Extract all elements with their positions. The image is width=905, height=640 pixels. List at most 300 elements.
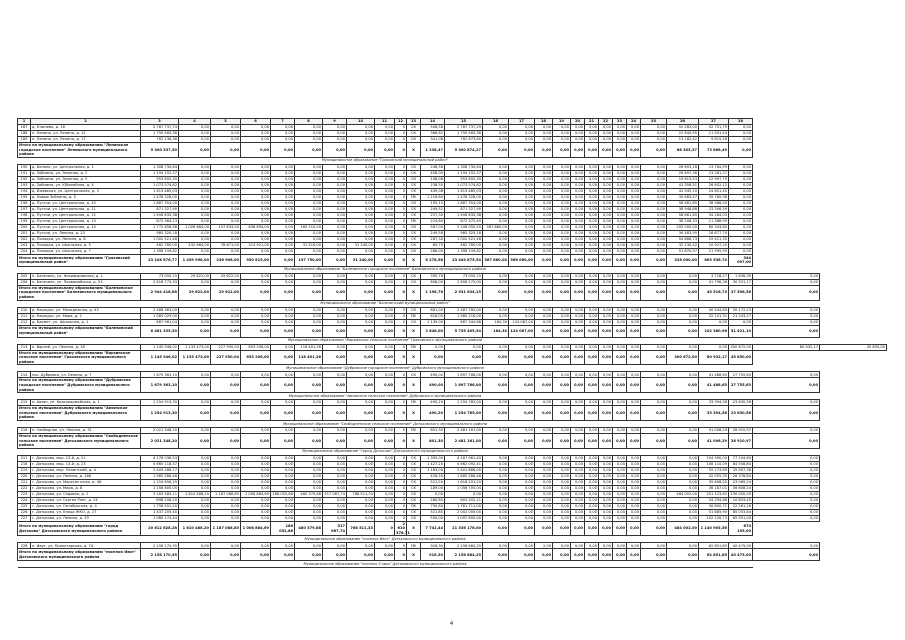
table-cell: 0,00 xyxy=(271,400,295,406)
table-cell: 0,00 xyxy=(179,170,211,176)
table-cell: 0,00 xyxy=(599,344,613,350)
table-cell: ПК xyxy=(407,344,421,350)
table-body xyxy=(18,119,887,568)
table-cell: 0,00 xyxy=(571,473,585,479)
subtotal-cell: 480 379,88 xyxy=(295,521,323,536)
table-cell: 77 104,64 xyxy=(729,455,753,461)
table-cell: 0,00 xyxy=(641,194,667,200)
column-number: 15 xyxy=(445,119,483,125)
table-cell: 0,00 xyxy=(627,372,641,378)
table-cell: 0,00 xyxy=(571,194,585,200)
table-cell: 0,00 xyxy=(241,200,271,206)
table-cell: 0,00 xyxy=(571,344,585,350)
subtotal-cell: 1 238,47 xyxy=(421,143,445,158)
column-number: 27 xyxy=(699,119,729,125)
table-cell: 0,00 xyxy=(483,182,509,188)
subtotal-cell: 2 158 884,25 xyxy=(445,549,483,561)
table-cell: 0,00 xyxy=(571,248,585,254)
table-cell: 0,00 xyxy=(241,479,271,485)
table-cell: 0,00 xyxy=(729,236,753,242)
table-cell: 0 xyxy=(395,176,407,182)
table-cell: 0,00 xyxy=(295,200,323,206)
table-cell: 0 xyxy=(395,218,407,224)
subtotal-cell: 0,00 xyxy=(179,549,211,561)
table-cell: 0,00 xyxy=(641,491,667,497)
address-cell: г. Дятьково, мкр. 13-й, д. 21 xyxy=(31,455,141,461)
table-cell: 41 798,36 xyxy=(699,279,729,285)
subtotal-cell: 0,00 xyxy=(753,378,820,393)
table-cell: 618,00 xyxy=(421,313,445,319)
table-cell: 0,00 xyxy=(553,279,571,285)
table-cell: 0,00 xyxy=(571,230,585,236)
subtotal-cell: 0,00 xyxy=(641,350,667,365)
subtotal-cell: 0,00 xyxy=(211,143,241,158)
subtotal-cell: 670 195,00 xyxy=(729,521,753,536)
subtotal-cell: 0,00 xyxy=(323,549,347,561)
table-cell: 0,00 xyxy=(483,400,509,406)
table-cell: 0,00 xyxy=(571,503,585,509)
subtotal-cell: 768 511,33 xyxy=(347,521,375,536)
table-cell: 0,00 xyxy=(483,491,509,497)
table-cell: 0,00 xyxy=(375,218,395,224)
address-cell: д. Зобнины, ул. Зеленая, д. 2 xyxy=(31,170,141,176)
subtotal-cell: 0,00 xyxy=(613,254,627,266)
table-cell: 40 544,60 xyxy=(699,307,729,313)
table-cell: 0,00 xyxy=(211,503,241,509)
table-cell: 58 681,85 xyxy=(667,200,699,206)
subtotal-cell: 2 158 170,35 xyxy=(141,549,179,561)
table-cell: 0 xyxy=(395,400,407,406)
table-cell: 0,00 xyxy=(627,125,641,131)
subtotal-cell: 0,00 xyxy=(211,325,241,337)
table-cell: 0,00 xyxy=(211,125,241,131)
table-cell: 0 xyxy=(395,188,407,194)
table-cell: 480 379,88 xyxy=(295,491,323,497)
table-cell: 0,00 xyxy=(641,164,667,170)
table-cell: 0,00 xyxy=(535,279,553,285)
table-cell: 0,00 xyxy=(375,319,395,325)
table-cell: 0,00 xyxy=(667,313,699,319)
table-cell: 0,00 xyxy=(295,218,323,224)
row-number: 199 xyxy=(18,218,31,224)
subtotal-cell: 0,00 xyxy=(295,285,323,300)
table-cell: 0,00 xyxy=(667,427,699,433)
table-cell: 0,00 xyxy=(627,455,641,461)
row-number: 203 xyxy=(18,242,31,248)
table-cell: 0,00 xyxy=(599,230,613,236)
table-cell: 0,00 xyxy=(641,485,667,491)
table-cell: СК xyxy=(407,248,421,254)
table-cell: СК xyxy=(407,509,421,515)
row-number: 188 xyxy=(18,131,31,137)
table-cell: 0 xyxy=(395,182,407,188)
table-cell: 0,00 xyxy=(627,230,641,236)
subtotal-cell: 0,00 xyxy=(211,433,241,448)
table-cell: 0,00 xyxy=(179,164,211,170)
subtotal-cell: 0,00 xyxy=(375,406,395,421)
subtotal-cell: X xyxy=(407,433,421,448)
table-cell: 0,00 xyxy=(753,485,820,491)
table-cell: 0,00 xyxy=(211,137,241,143)
table-cell: 0,00 xyxy=(753,515,820,521)
table-cell: 0,00 xyxy=(179,543,211,549)
table-cell: 808,00 xyxy=(421,279,445,285)
table-cell: 0,00 xyxy=(241,212,271,218)
table-cell: 0,00 xyxy=(599,273,613,279)
row-number: 216 xyxy=(18,427,31,433)
table-cell: 0,00 xyxy=(641,188,667,194)
table-cell: 0,00 xyxy=(483,218,509,224)
table-cell: 0,00 xyxy=(627,206,641,212)
table-cell: СК xyxy=(407,491,421,497)
table-cell: 432 664,00 xyxy=(179,242,211,248)
table-cell: 0,00 xyxy=(509,461,535,467)
subtotal-cell: 21 336 178,00 xyxy=(445,521,483,536)
table-cell: СК xyxy=(407,485,421,491)
table-cell: 0,00 xyxy=(179,455,211,461)
table-cell: 60 343,60 xyxy=(699,224,729,230)
table-cell: 0,00 xyxy=(729,137,753,143)
table-cell: 0,00 xyxy=(509,543,535,549)
table-cell: 0,00 xyxy=(375,509,395,515)
table-cell: 0,00 xyxy=(613,400,627,406)
subtotal-cell: 0,00 xyxy=(509,143,535,158)
table-cell: 918,30 xyxy=(421,543,445,549)
table-cell: 0,00 xyxy=(585,455,599,461)
subtotal-cell: 863 536,74 xyxy=(699,254,729,266)
subtotal-label: Итого по муниципальному образованию "Варзинское сельское поселение" Граховского муниципального района xyxy=(18,350,141,365)
subtotal-cell: 0,00 xyxy=(627,433,641,448)
table-cell: 0,00 xyxy=(613,509,627,515)
table-cell: 0,00 xyxy=(599,372,613,378)
table-cell: 0,00 xyxy=(271,319,295,325)
table-cell: 0,00 xyxy=(641,497,667,503)
table-cell: 73 059,15 xyxy=(445,273,483,279)
table-cell: 0,00 xyxy=(347,497,375,503)
table-cell: 0,00 xyxy=(509,188,535,194)
table-cell: 0,00 xyxy=(295,543,323,549)
table-cell: 0,00 xyxy=(375,125,395,131)
table-cell: 2 481 161,00 xyxy=(445,427,483,433)
subtotal-cell: 0,00 xyxy=(375,549,395,561)
table-cell: 227 950,04 xyxy=(211,344,241,350)
subtotal-cell: 0,00 xyxy=(375,378,395,393)
subtotal-cell: 0,00 xyxy=(599,406,613,421)
subtotal-label: Итого по муниципальному образованию "Свободненское сельское поселение" Дятьковского муниципального района xyxy=(18,433,141,448)
table-cell: 0,00 xyxy=(753,497,820,503)
subtotal-cell: 0,00 xyxy=(535,325,553,337)
column-number: 21 xyxy=(585,119,599,125)
subtotal-cell: 0,00 xyxy=(295,406,323,421)
table-cell: 0,00 xyxy=(613,230,627,236)
table-cell: 38 208,33 xyxy=(667,218,699,224)
table-cell: 0,00 xyxy=(753,400,820,406)
table-cell: 0,00 xyxy=(509,515,535,521)
table-cell: 0,00 xyxy=(375,400,395,406)
table-cell: 0,00 xyxy=(323,170,347,176)
table-cell: 0,00 xyxy=(509,491,535,497)
table-cell: 0,00 xyxy=(295,236,323,242)
page-number: 4 xyxy=(450,621,454,627)
table-cell: 4 176 036,53 xyxy=(141,455,179,461)
table-cell: 0,00 xyxy=(241,170,271,176)
table-cell: 0,00 xyxy=(667,509,699,515)
subtotal-cell: 0,00 xyxy=(571,521,585,536)
table-cell: 0,00 xyxy=(641,279,667,285)
subtotal-row xyxy=(18,521,887,536)
table-cell: 872 372,40 xyxy=(445,218,483,224)
subtotal-cell: 0,00 xyxy=(323,378,347,393)
table-cell: 0,00 xyxy=(509,125,535,131)
table-cell: 0,00 xyxy=(571,543,585,549)
subtotal-cell: 0,00 xyxy=(241,433,271,448)
table-cell: 0,00 xyxy=(553,182,571,188)
table-cell: 0,00 xyxy=(241,485,271,491)
table-cell: 0,00 xyxy=(347,131,375,137)
address-cell: п. Варзей, ул. Ленина, д. 18 xyxy=(31,344,141,350)
address-cell: д. Пугачи, ул. Центральная, д. 12 xyxy=(31,212,141,218)
subtotal-cell: 0,00 xyxy=(553,325,571,337)
table-cell: 0,00 xyxy=(509,479,535,485)
table-cell: 0,00 xyxy=(323,194,347,200)
table-cell: 985 320,18 xyxy=(141,230,179,236)
table-cell: 0,00 xyxy=(241,497,271,503)
table-cell: 0,00 xyxy=(271,485,295,491)
table-cell: 0 xyxy=(395,236,407,242)
table-cell: 0,00 xyxy=(509,170,535,176)
table-cell: 4 662 092,41 xyxy=(445,461,483,467)
table-cell: 32 101,31 xyxy=(699,313,729,319)
address-cell: д. Поладки, ул. Школьная, д. 7 xyxy=(31,248,141,254)
table-cell: СК xyxy=(407,131,421,137)
subtotal-cell: 0,00 xyxy=(271,254,295,266)
table-cell: 0,00 xyxy=(535,344,553,350)
table-cell: 0,00 xyxy=(323,230,347,236)
subtotal-cell: 0,00 xyxy=(347,406,375,421)
subtotal-cell: 20 612 628,28 xyxy=(141,521,179,536)
table-cell: 0,00 xyxy=(509,194,535,200)
table-cell: 0,00 xyxy=(323,218,347,224)
address-cell: г. Дятьково, ул. Октябрьская, д. 4 xyxy=(31,503,141,509)
table-cell: 0 xyxy=(395,455,407,461)
subtotal-cell: 0,00 xyxy=(535,378,553,393)
table-cell: 0,00 xyxy=(241,279,271,285)
subtotal-cell: 0,00 xyxy=(641,433,667,448)
table-cell: 0,00 xyxy=(613,307,627,313)
table-cell: 0,00 xyxy=(445,344,483,350)
table-cell: 0,00 xyxy=(323,137,347,143)
table-cell: 0,00 xyxy=(627,473,641,479)
section-heading: Муниципальное образование "Балезинский муниципальный район" xyxy=(18,300,753,307)
subtotal-cell: 227 950,04 xyxy=(211,350,241,365)
table-cell: 0,00 xyxy=(535,515,553,521)
table-cell: 0,00 xyxy=(295,164,323,170)
table-cell: 0,00 xyxy=(729,230,753,236)
table-cell: 0,00 xyxy=(667,372,699,378)
table-cell: 0,00 xyxy=(613,224,627,230)
table-cell: 0,00 xyxy=(347,170,375,176)
table-cell: 0,00 xyxy=(375,467,395,473)
table-cell: 1 158 805,05 xyxy=(141,485,179,491)
subtotal-cell: 0,00 xyxy=(753,325,820,337)
subtotal-cell: 5 755 405,54 xyxy=(445,325,483,337)
table-cell: 0,00 xyxy=(599,242,613,248)
table-cell: 0,00 xyxy=(627,497,641,503)
subtotal-cell: 1 679 363,10 xyxy=(141,378,179,393)
subtotal-cell: 0,00 xyxy=(599,254,613,266)
table-cell: 0,00 xyxy=(535,248,553,254)
subtotal-cell: 1 140 905,56 xyxy=(699,521,729,536)
table-cell: 0,00 xyxy=(571,242,585,248)
table-cell: 29 622,00 xyxy=(179,273,211,279)
table-cell: 0,00 xyxy=(483,131,509,137)
table-cell: 0,00 xyxy=(271,248,295,254)
register-table-sheet xyxy=(17,118,887,596)
table-cell: 0,00 xyxy=(641,248,667,254)
subtotal-cell: 0,00 xyxy=(553,285,571,300)
table-cell: 367 860,00 xyxy=(483,224,509,230)
table-cell: 1 002 521,46 xyxy=(445,236,483,242)
subtotal-cell: 0,00 xyxy=(599,433,613,448)
table-cell: 0,00 xyxy=(323,248,347,254)
table-cell: 84 558,84 xyxy=(729,461,753,467)
table-cell: 2 021 348,20 xyxy=(141,427,179,433)
table-cell: 0,00 xyxy=(585,137,599,143)
table-cell: 62 851,85 xyxy=(699,543,729,549)
table-cell: 0,00 xyxy=(375,212,395,218)
table-cell: 0,00 xyxy=(347,372,375,378)
table-cell: 1 002 521,46 xyxy=(141,236,179,242)
subtotal-cell: 27 755,63 xyxy=(729,378,753,393)
table-cell: 0,00 xyxy=(211,218,241,224)
table-cell: 0,00 xyxy=(295,313,323,319)
table-cell: 0,00 xyxy=(667,515,699,521)
table-cell: 0,00 xyxy=(599,509,613,515)
section-heading-row xyxy=(18,536,887,543)
table-cell: 0,00 xyxy=(641,372,667,378)
table-cell: СК xyxy=(407,224,421,230)
address-cell: д. Бахмет, ул. Школьная, д. 1 xyxy=(31,319,141,325)
table-cell: 2,00 xyxy=(535,543,553,549)
table-cell: 0,00 xyxy=(553,372,571,378)
subtotal-cell: 0,00 xyxy=(347,285,375,300)
table-cell: 0,00 xyxy=(347,248,375,254)
table-cell: 0,00 xyxy=(641,427,667,433)
table-cell: 0,00 xyxy=(553,515,571,521)
table-cell: 0,00 xyxy=(211,485,241,491)
subtotal-label: Итого по муниципальному образованию "Авзянское сельское поселение" Дубровского муниципального района xyxy=(18,406,141,421)
subtotal-cell: 0,00 xyxy=(613,406,627,421)
subtotal-cell: 0,00 xyxy=(375,254,395,266)
subtotal-cell: 51 421,10 xyxy=(729,325,753,337)
table-cell: 0,00 xyxy=(509,313,535,319)
subtotal-cell: 0,00 xyxy=(641,254,667,266)
table-cell: 0,00 xyxy=(323,212,347,218)
table-cell: 0,00 xyxy=(599,131,613,137)
table-cell: 0,00 xyxy=(729,164,753,170)
subtotal-cell: 517 067,74 xyxy=(323,521,347,536)
table-cell: 11 388,99 xyxy=(699,218,729,224)
table-cell: 0,00 xyxy=(375,372,395,378)
table-cell: 26 693,18 xyxy=(667,164,699,170)
subtotal-cell: 0,00 xyxy=(627,549,641,561)
section-heading: Муниципальное образование "Варзинское сельское поселение" Граховского муниципального района xyxy=(18,337,753,344)
row-number: 190 xyxy=(18,164,31,170)
table-cell: 28 376,84 xyxy=(729,473,753,479)
table-cell: 0,00 xyxy=(347,176,375,182)
table-cell: 0,00 xyxy=(295,497,323,503)
table-cell: 0,00 xyxy=(553,503,571,509)
table-cell: 0,00 xyxy=(211,188,241,194)
subtotal-cell: 2 931 634,15 xyxy=(445,285,483,300)
table-cell: 0,00 xyxy=(375,206,395,212)
table-cell: 0,00 xyxy=(553,319,571,325)
table-cell: 0,00 xyxy=(613,218,627,224)
subtotal-cell: 0,00 xyxy=(627,406,641,421)
table-cell: 0,00 xyxy=(509,307,535,313)
table-cell: 0,00 xyxy=(641,212,667,218)
table-cell: 0,00 xyxy=(599,503,613,509)
table-cell: 0,00 xyxy=(641,200,667,206)
table-cell: 0,00 xyxy=(375,503,395,509)
subtotal-cell: 0,00 xyxy=(613,549,627,561)
subtotal-cell: 0,00 xyxy=(599,143,613,158)
table-cell: 0,00 xyxy=(667,307,699,313)
subtotal-cell: 0,00 xyxy=(571,350,585,365)
table-cell: 0,00 xyxy=(571,372,585,378)
table-cell: 1 750 463,38 xyxy=(445,131,483,137)
table-cell: 0,00 xyxy=(295,427,323,433)
table-cell: 0,00 xyxy=(571,467,585,473)
table-cell: 11 501,44 xyxy=(699,131,729,137)
table-cell: 0,00 xyxy=(613,176,627,182)
address-cell: д. Кашкуро, ул. Мира, д. 2 xyxy=(31,313,141,319)
table-cell: 871 327,90 xyxy=(445,206,483,212)
table-cell: 0,00 xyxy=(613,461,627,467)
table-cell: 0,00 xyxy=(553,176,571,182)
table-cell: 0 xyxy=(395,242,407,248)
table-cell: 0,00 xyxy=(241,206,271,212)
table-cell: 1 254 913,30 xyxy=(141,400,179,406)
table-cell: 517 067,74 xyxy=(324,491,345,496)
table-cell: 0,00 xyxy=(667,279,699,285)
table-cell: 0,00 xyxy=(483,509,509,515)
table-cell: 0,00 xyxy=(553,206,571,212)
row-number: 221 xyxy=(18,479,31,485)
table-cell: 0,00 xyxy=(627,224,641,230)
subtotal-cell: 0,00 xyxy=(271,143,295,158)
table-cell: 0,00 xyxy=(599,313,613,319)
table-cell: 0,00 xyxy=(585,503,599,509)
subtotal-cell: 236 906,00 xyxy=(211,254,241,266)
table-cell: 0,00 xyxy=(535,307,553,313)
row-number: 228 xyxy=(18,543,31,549)
subtotal-cell: 0,00 xyxy=(241,406,271,421)
table-cell: 0,00 xyxy=(599,188,613,194)
table-cell: 0,00 xyxy=(271,206,295,212)
column-number: 20 xyxy=(571,119,585,125)
table-cell: СК xyxy=(407,230,421,236)
table-cell: 0,00 xyxy=(179,218,211,224)
table-cell: 801,30 xyxy=(421,427,445,433)
table-cell: 1 139,00 xyxy=(421,319,445,325)
table-cell: 898 106,20 xyxy=(141,497,179,503)
table-cell: 42 005,35 xyxy=(699,473,729,479)
table-cell: 0,00 xyxy=(627,485,641,491)
table-cell: 449,08 xyxy=(421,188,445,194)
table-cell: 0,00 xyxy=(571,509,585,515)
table-cell: 0,00 xyxy=(179,319,211,325)
